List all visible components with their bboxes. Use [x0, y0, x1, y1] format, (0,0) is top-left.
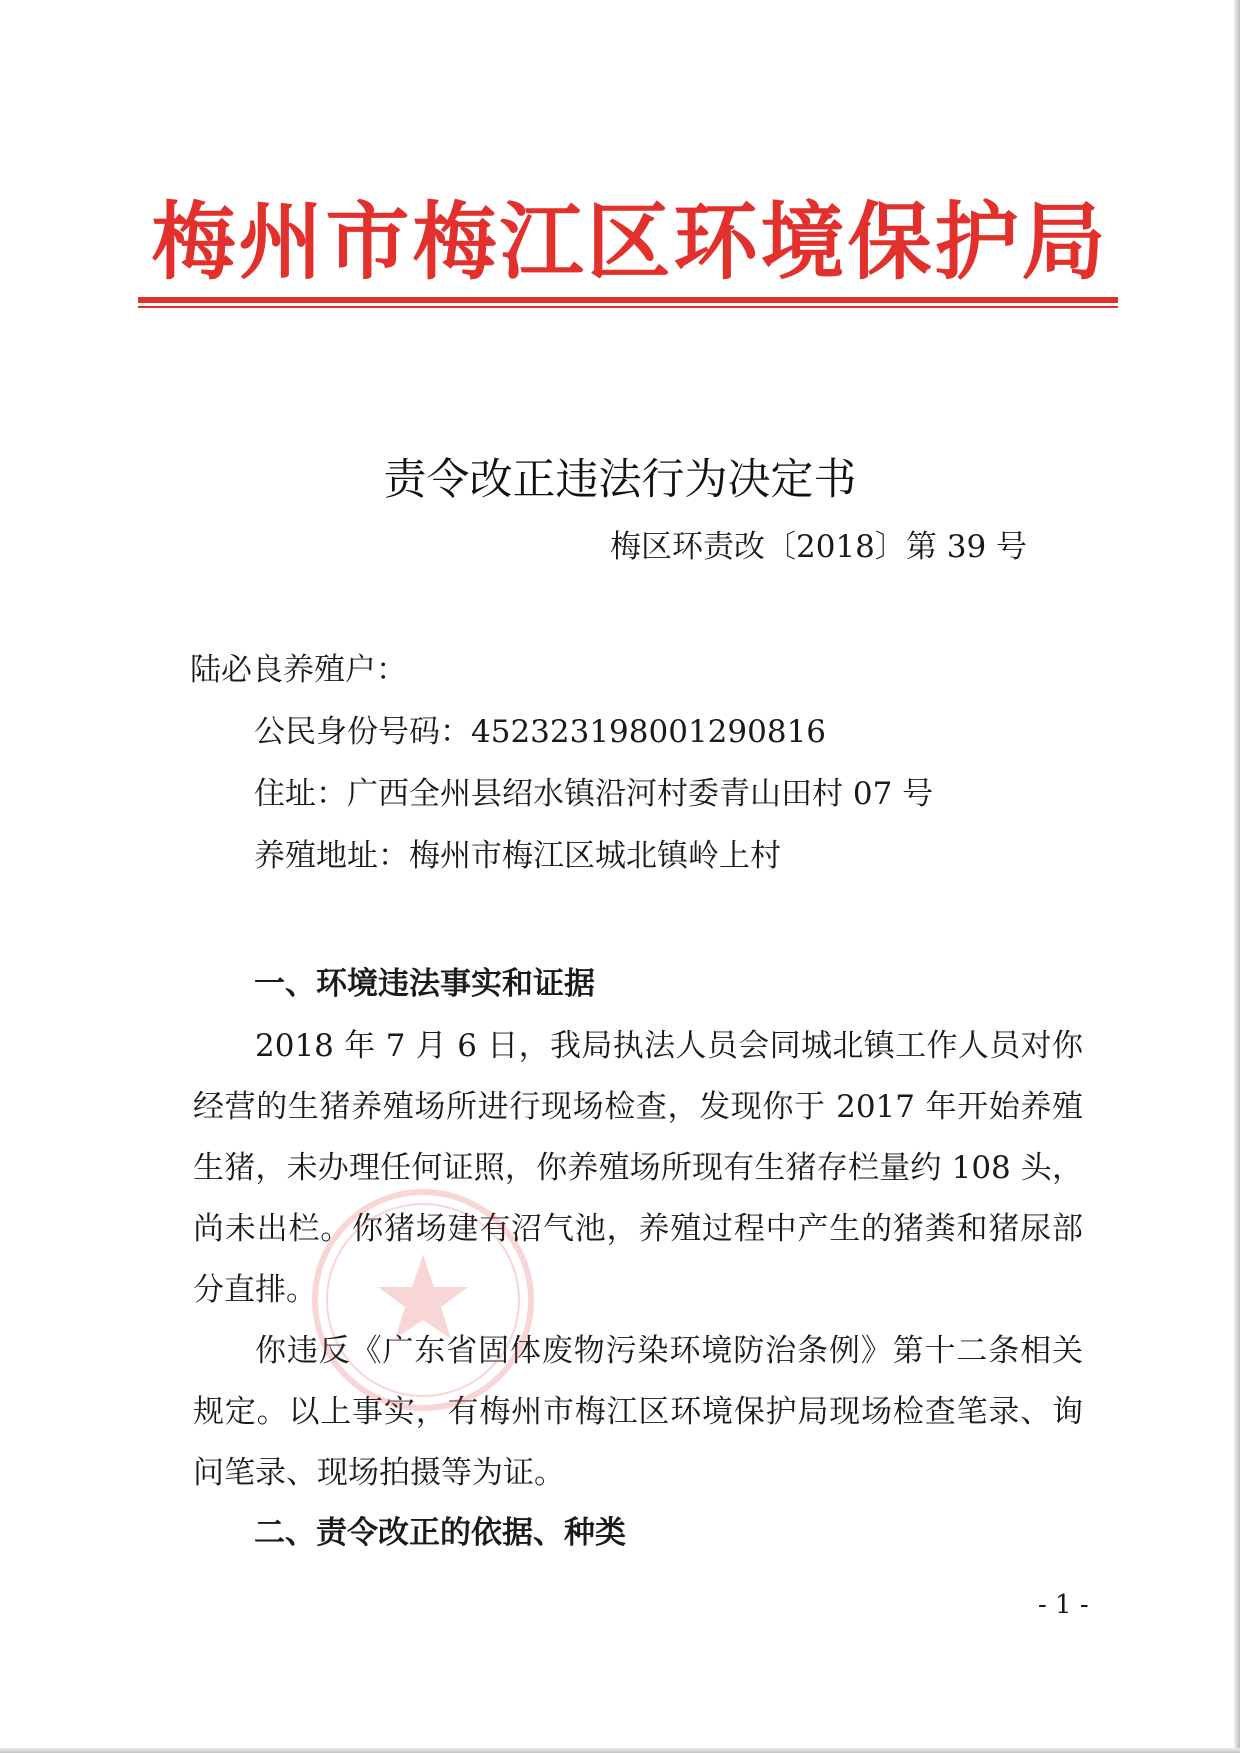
section-2-heading: 二、责令改正的依据、种类: [254, 1515, 626, 1551]
recipient-id-number: 公民身份号码：452323198001290816: [254, 714, 827, 750]
agency-masthead: 梅州市梅江区环境保护局: [151, 192, 1109, 291]
document-title: 责令改正违法行为决定书: [383, 455, 857, 505]
masthead-rule-thick: [138, 297, 1118, 303]
page-edge-shadow: [1234, 0, 1240, 1753]
document-number: 梅区环责改〔2018〕第 39 号: [610, 529, 1028, 565]
farm-address: 养殖地址：梅州市梅江区城北镇岭上村: [254, 838, 781, 874]
official-seal-stamp: [308, 1185, 538, 1415]
section-1-paragraph-violation: 你违反《广东省固体废物污染环境防治条例》第十二条相关规定。以上事实，有梅州市梅江区环境保护局现场检查笔录、询问笔录、现场拍摄等为证。: [193, 1333, 1083, 1491]
masthead-rule-thin: [138, 306, 1118, 308]
page-bottom-shadow: [0, 1748, 1240, 1753]
section-1-heading: 一、环境违法事实和证据: [254, 966, 595, 1002]
page-number: - 1 -: [1038, 1590, 1089, 1620]
recipient-name: 陆必良养殖户：: [190, 652, 407, 688]
section-1-paragraph-facts: 2018 年 7 月 6 日，我局执法人员会同城北镇工作人员对你经营的生猪养殖场所进行现场检查，发现你于 2017 年开始养殖生猪，未办理任何证照，你养殖场所现有生猪存栏量约 108 头，尚未出栏。你猪场建有沼气池，养殖过程中产生的猪粪和猪尿部分直排。: [193, 1028, 1083, 1308]
recipient-address: 住址：广西全州县绍水镇沿河村委青山田村 07 号: [254, 776, 934, 812]
